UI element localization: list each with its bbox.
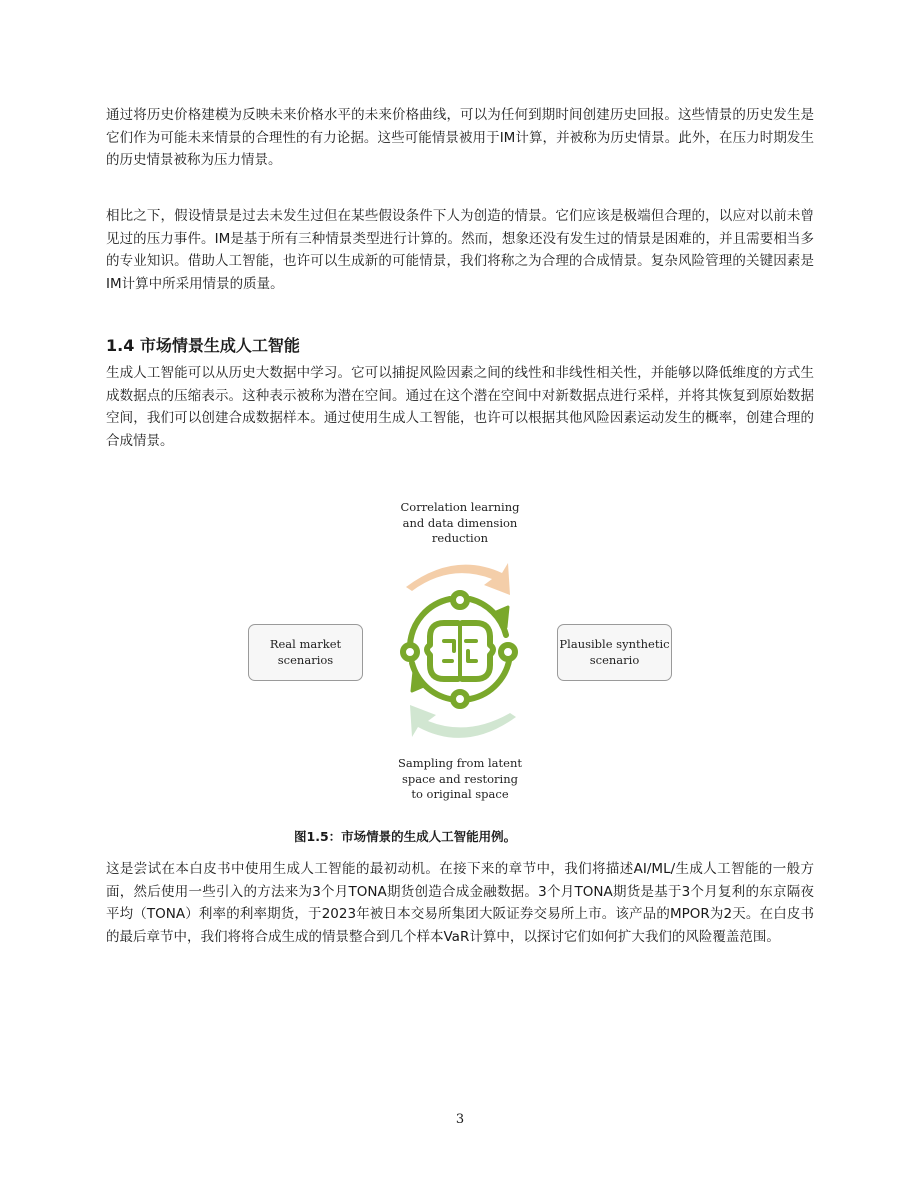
box-label-line: Real market bbox=[269, 637, 342, 651]
ai-brain-cycle-icon bbox=[403, 593, 515, 706]
figure-label-bottom-line: space and restoring bbox=[402, 771, 518, 786]
bottom-curved-arrow bbox=[410, 705, 516, 738]
paragraph-generative-ai: 生成人工智能可以从历史大数据中学习。它可以捕捉风险因素之间的线性和非线性相关性，并能够以降低维度的方式生成数据点的压缩表示。这种表示被称为潜在空间。通过在这个潜在空间中对新数据点进行采样，并将其恢复到原始数据空间，我们可以创建合成数据样本。通过使用生成人工智能，也许可以根据其他风险因素运动发生的概率，创建合理的合成情景。 bbox=[106, 365, 814, 449]
box-label-line: Plausible synthetic bbox=[559, 637, 670, 651]
paragraph-historical-scenarios: 通过将历史价格建模为反映未来价格水平的未来价格曲线，可以为任何到期时间创建历史回报。这些情景的历史发生是它们作为可能未来情景的合理性的有力论据。这些可能情景被用于IM计算，并被称为历史情景。此外，在压力时期发生的历史情景被称为压力情景。 bbox=[106, 107, 814, 168]
figure-label-top-line: and data dimension bbox=[402, 515, 518, 530]
figure-label-bottom-line: to original space bbox=[411, 787, 509, 801]
section-heading: 1.4 市场情景生成人工智能 bbox=[106, 336, 300, 355]
paragraph-motivation: 这是尝试在本白皮书中使用生成人工智能的最初动机。在接下来的章节中，我们将描述AI/ML/生成人工智能的一般方面，然后使用一些引入的方法来为3个月TONA期货创造合成金融数据。3个月TONA期货是基于3个月复利的东京隔夜平均（TONA）利率的利率期货，于2023年被日本交易所集团大阪证券交易所上市。该产品的MPOR为2天。在白皮书的最后章节中，我们将将合成生成的情景整合到几个样本VaR计算中，以探讨它们如何扩大我们的风险覆盖范围。 bbox=[106, 861, 814, 945]
top-curved-arrow bbox=[406, 563, 510, 595]
box-label-line: scenario bbox=[589, 652, 640, 667]
plausible-synthetic-scenario-box bbox=[557, 624, 672, 681]
figure-label-top-line: Correlation learning bbox=[400, 500, 520, 514]
figure-label-bottom bbox=[370, 756, 550, 803]
paragraph-hypothetical-scenarios: 相比之下，假设情景是过去未发生过但在某些假设条件下人为创造的情景。它们应该是极端但合理的，以应对以前未曾见过的压力事件。IM是基于所有三种情景类型进行计算的。然而，想象还没有发生过的情景是困难的，并且需要相当多的专业知识。借助人工智能，也许可以生成新的可能情景，我们将称之为合理的合成情景。复杂风险管理的关键因素是IM计算中所采用情景的质量。 bbox=[106, 208, 814, 292]
page-number: 3 bbox=[455, 1112, 465, 1127]
figure-caption: 图1.5：市场情景的生成人工智能用例。 bbox=[294, 829, 517, 844]
real-market-scenarios-box bbox=[248, 624, 363, 681]
box-label-line: scenarios bbox=[277, 652, 334, 667]
figure-label-top-line: reduction bbox=[431, 531, 489, 545]
figure-generative-ai-use-case bbox=[240, 495, 680, 807]
figure-label-bottom-line: Sampling from latent bbox=[397, 756, 522, 770]
figure-label-top bbox=[370, 500, 550, 547]
